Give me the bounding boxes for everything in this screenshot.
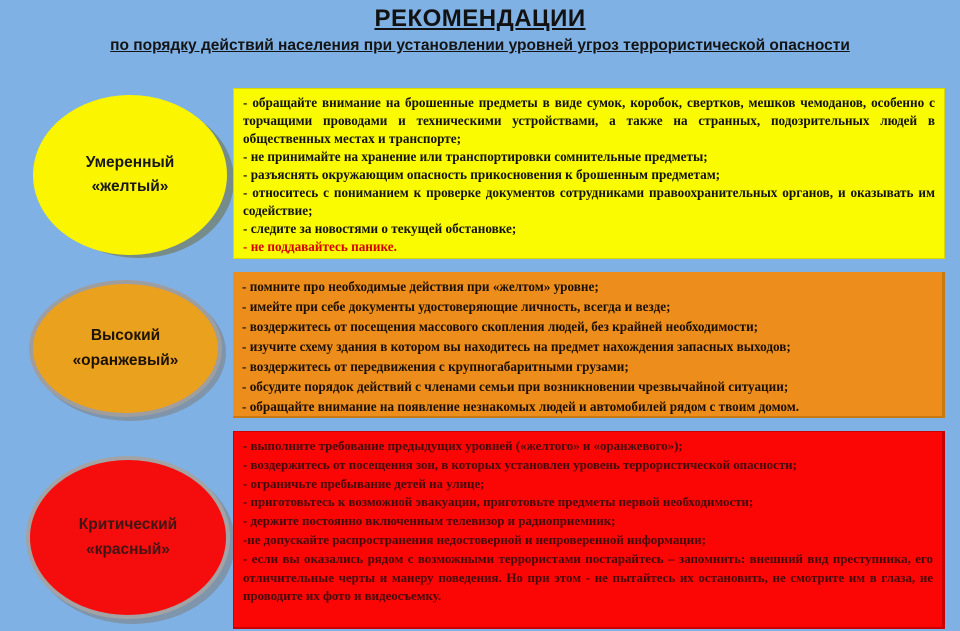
recommendations-box-yellow [233, 88, 945, 259]
recommendation-item: - относитесь с пониманием к проверке документов сотрудниками правоохранительных органов, и оказывать им содействие; [243, 185, 935, 218]
threat-level-label-red [79, 513, 177, 561]
threat-level-oval-red [26, 456, 230, 619]
threat-level-oval-orange [29, 280, 222, 417]
recommendation-item: - обращайте внимание на появление незнакомых людей и автомобилей рядом с твоим домом. [242, 399, 800, 414]
recommendation-item: - обсудите порядок действий с членами семьи при возникновении чрезвычайной ситуации; [242, 379, 789, 394]
recommendation-item: - следите за новостями о текущей обстановке; [243, 221, 517, 236]
recommendation-item: - если вы оказались рядом с возможными террористами постарайтесь – запомнить: внешний вид преступника, его отличительные черты и манеру поведения. Но при этом - не пытайтесь их остановить, не смотрите им в глаза, не проводите их фото и видеосъемку. [243, 551, 933, 604]
threat-level-oval-yellow [33, 95, 227, 255]
recommendation-item: - помните про необходимые действия при «желтом» уровне; [242, 279, 599, 294]
recommendations-box-red [233, 431, 945, 629]
recommendations-box-orange [233, 272, 945, 418]
page-subtitle: по порядку действий населения при установлении уровней угроз террористической опасности [110, 37, 850, 54]
recommendation-item: - не поддавайтесь панике. [243, 239, 397, 254]
recommendation-item: - держите постоянно включенным телевизор и радиоприемник; [243, 514, 616, 529]
recommendation-item: - ограничьте пребывание детей на улице; [243, 476, 485, 491]
recommendation-item: -не допускайте распространения недостоверной и непроверенной информации; [243, 532, 706, 547]
recommendation-item: - воздержитесь от посещения зон, в которых установлен уровень террористической опасности; [243, 457, 797, 472]
threat-level-name: Критический [78, 516, 178, 534]
recommendation-item: - обращайте внимание на брошенные предметы в виде сумок, коробок, свертков, мешков чемоданов, особенно с торчащими проводами и техническими устройствами, а также на странных, подозрительных людей в общественных местах и транспорте; [243, 95, 935, 146]
threat-level-label-yellow [86, 151, 175, 199]
recommendation-item: - приготовьтесь к возможной эвакуации, приготовьте предметы первой необходимости; [243, 495, 754, 510]
threat-level-code: «красный» [86, 540, 170, 558]
threat-level-label-orange [73, 324, 179, 372]
recommendation-item: - воздержитесь от передвижения с крупногабаритными грузами; [242, 359, 629, 374]
threat-level-name: Умеренный [85, 153, 175, 171]
recommendation-item: - выполните требование предыдущих уровней («желтого» и «оранжевого»); [243, 439, 683, 453]
recommendation-item: - изучите схему здания в котором вы находитесь на предмет нахождения запасных выходов; [242, 339, 791, 354]
threat-level-name: Высокий [90, 327, 161, 345]
threat-level-code: «оранжевый» [72, 351, 179, 369]
recommendation-item: - разъяснять окружающим опасность прикосновения к брошенным предметам; [243, 167, 721, 182]
recommendation-item: - воздержитесь от посещения массового скопления людей, без крайней необходимости; [242, 319, 759, 334]
threat-level-code: «желтый» [91, 178, 169, 195]
page-title: РЕКОМЕНДАЦИИ [374, 5, 586, 32]
recommendation-item: - не принимайте на хранение или транспортировки сомнительные предметы; [243, 149, 708, 164]
recommendation-item: - имейте при себе документы удостоверяющие личность, всегда и везде; [242, 299, 671, 314]
